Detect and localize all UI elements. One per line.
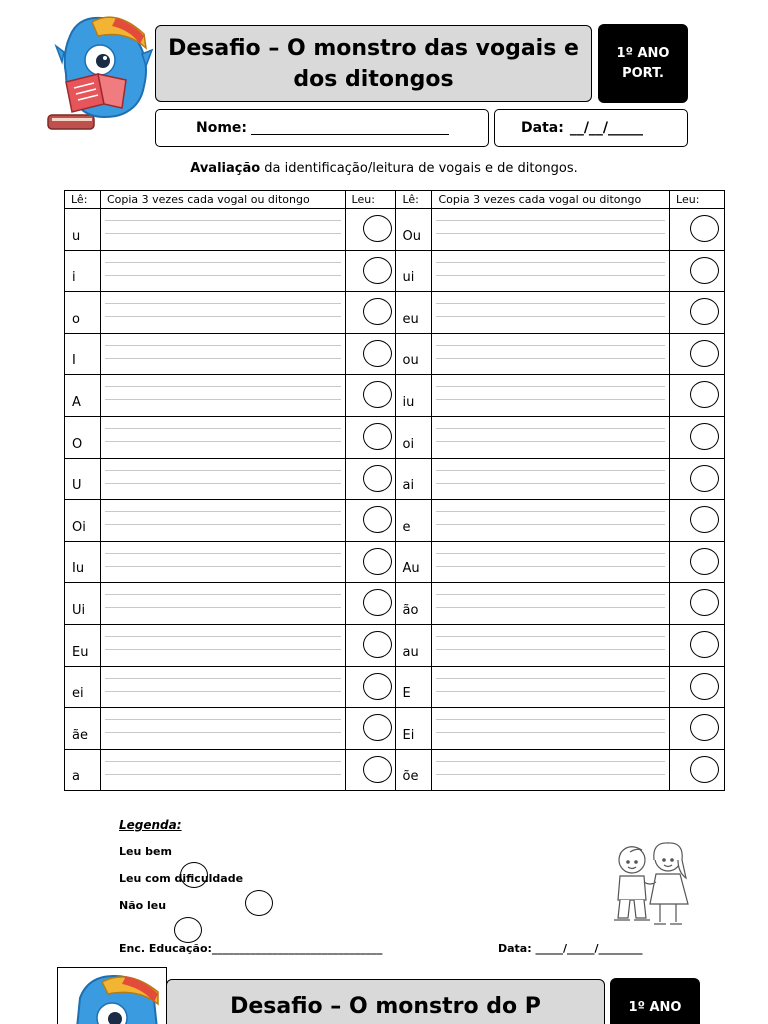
writing-guide-line xyxy=(105,524,341,525)
item-to-read: Eu xyxy=(65,624,101,666)
read-check-circle[interactable] xyxy=(363,506,392,533)
title-line-1: Desafio – O monstro das vogais e xyxy=(168,35,579,61)
next-grade-badge: 1º ANO xyxy=(610,978,700,1024)
copy-writing-lines[interactable] xyxy=(100,749,345,791)
read-check-cell xyxy=(670,209,725,251)
grade-label: 1º ANO xyxy=(616,45,670,61)
item-to-read: I xyxy=(65,333,101,375)
table-row xyxy=(65,292,725,334)
header-read: Lê: xyxy=(65,191,101,209)
writing-guide-line xyxy=(436,316,665,317)
writing-guide-line xyxy=(105,303,341,304)
name-label: Nome: xyxy=(196,120,248,136)
table-row xyxy=(65,209,725,251)
date-blanks[interactable]: __/__/_____ xyxy=(569,120,644,136)
writing-guide-line xyxy=(105,607,341,608)
read-check-circle[interactable] xyxy=(690,631,719,658)
read-check-cell xyxy=(345,500,396,542)
writing-guide-line xyxy=(436,428,665,429)
read-check-circle[interactable] xyxy=(690,506,719,533)
read-check-circle[interactable] xyxy=(690,714,719,741)
writing-guide-line xyxy=(105,428,341,429)
read-check-circle[interactable] xyxy=(690,589,719,616)
read-check-cell xyxy=(345,749,396,791)
read-check-cell xyxy=(670,500,725,542)
copy-writing-lines[interactable] xyxy=(432,708,670,750)
date-field[interactable] xyxy=(494,109,688,147)
monster-mascot-icon xyxy=(58,968,167,1024)
table-row xyxy=(65,749,725,791)
writing-guide-line xyxy=(105,220,341,221)
table-row xyxy=(65,375,725,417)
name-field[interactable] xyxy=(155,109,489,147)
read-check-cell xyxy=(670,541,725,583)
header-leu: Leu: xyxy=(670,191,725,209)
copy-writing-lines[interactable] xyxy=(432,375,670,417)
table-row xyxy=(65,624,725,666)
writing-guide-line xyxy=(436,441,665,442)
table-row xyxy=(65,583,725,625)
item-to-read: O xyxy=(65,416,101,458)
item-to-read: ai xyxy=(396,458,432,500)
read-check-circle[interactable] xyxy=(690,340,719,367)
read-check-circle[interactable] xyxy=(363,673,392,700)
table-row xyxy=(65,708,725,750)
header-leu: Leu: xyxy=(345,191,396,209)
writing-guide-line xyxy=(105,732,341,733)
item-to-read: õe xyxy=(396,749,432,791)
copy-writing-lines[interactable] xyxy=(100,209,345,251)
copy-writing-lines[interactable] xyxy=(432,624,670,666)
copy-writing-lines[interactable] xyxy=(432,500,670,542)
subtitle-rest: da identificação/leitura de vogais e de ditongos. xyxy=(260,161,578,176)
header-copy: Copia 3 vezes cada vogal ou ditongo xyxy=(432,191,670,209)
item-to-read: u xyxy=(65,209,101,251)
read-check-cell xyxy=(345,375,396,417)
writing-guide-line xyxy=(436,691,665,692)
item-to-read: o xyxy=(65,292,101,334)
item-to-read: E xyxy=(396,666,432,708)
writing-guide-line xyxy=(436,761,665,762)
writing-guide-line xyxy=(105,511,341,512)
read-check-cell xyxy=(670,749,725,791)
writing-guide-line xyxy=(436,511,665,512)
writing-guide-line xyxy=(105,470,341,471)
table-header-row xyxy=(65,191,725,209)
writing-guide-line xyxy=(105,774,341,775)
item-to-read: ou xyxy=(396,333,432,375)
table-row xyxy=(65,500,725,542)
read-check-cell xyxy=(345,333,396,375)
copy-writing-lines[interactable] xyxy=(432,458,670,500)
writing-guide-line xyxy=(436,358,665,359)
read-check-circle[interactable] xyxy=(363,340,392,367)
monster-mascot-illustration xyxy=(46,14,156,132)
read-check-cell xyxy=(670,416,725,458)
writing-guide-line xyxy=(436,220,665,221)
name-blank-line[interactable] xyxy=(251,121,449,135)
read-check-circle[interactable] xyxy=(363,423,392,450)
writing-guide-line xyxy=(105,262,341,263)
read-check-cell xyxy=(670,292,725,334)
legend-item-read-with-difficulty: Leu com dificuldade xyxy=(119,872,244,885)
writing-guide-line xyxy=(436,303,665,304)
read-check-circle[interactable] xyxy=(690,465,719,492)
item-to-read: A xyxy=(65,375,101,417)
date-label: Data: xyxy=(521,120,564,136)
read-check-circle[interactable] xyxy=(363,548,392,575)
copy-writing-lines[interactable] xyxy=(100,292,345,334)
subtitle-bold: Avaliação xyxy=(190,161,261,176)
legend-circle-read-well[interactable] xyxy=(180,862,208,888)
read-check-circle[interactable] xyxy=(363,756,392,783)
read-check-cell xyxy=(670,666,725,708)
item-to-read: Ou xyxy=(396,209,432,251)
signature-date-line[interactable]: Data: _____/_____/________ xyxy=(498,942,643,955)
guardian-signature-line[interactable]: Enc. Educação:_______________________________ xyxy=(119,942,383,955)
item-to-read: Oi xyxy=(65,500,101,542)
item-to-read: U xyxy=(65,458,101,500)
read-check-circle[interactable] xyxy=(363,714,392,741)
writing-guide-line xyxy=(105,441,341,442)
writing-guide-line xyxy=(105,566,341,567)
writing-guide-line xyxy=(436,678,665,679)
read-check-cell xyxy=(345,458,396,500)
writing-guide-line xyxy=(105,761,341,762)
copy-writing-lines[interactable] xyxy=(432,749,670,791)
item-to-read: Iu xyxy=(65,541,101,583)
writing-guide-line xyxy=(105,594,341,595)
writing-guide-line xyxy=(436,262,665,263)
read-check-cell xyxy=(345,708,396,750)
reading-assessment-table xyxy=(64,190,725,791)
writing-guide-line xyxy=(436,719,665,720)
writing-guide-line xyxy=(436,732,665,733)
read-check-circle[interactable] xyxy=(363,215,392,242)
copy-writing-lines[interactable] xyxy=(100,458,345,500)
writing-guide-line xyxy=(436,470,665,471)
item-to-read: eu xyxy=(396,292,432,334)
writing-guide-line xyxy=(436,594,665,595)
item-to-read: ãe xyxy=(65,708,101,750)
item-to-read: i xyxy=(65,250,101,292)
read-check-circle[interactable] xyxy=(363,589,392,616)
writing-guide-line xyxy=(436,636,665,637)
copy-writing-lines[interactable] xyxy=(432,583,670,625)
writing-guide-line xyxy=(105,316,341,317)
writing-guide-line xyxy=(105,678,341,679)
item-to-read: ão xyxy=(396,583,432,625)
copy-writing-lines[interactable] xyxy=(100,500,345,542)
copy-writing-lines[interactable] xyxy=(100,541,345,583)
item-to-read: iu xyxy=(396,375,432,417)
table-row xyxy=(65,416,725,458)
table-row xyxy=(65,666,725,708)
writing-guide-line xyxy=(436,774,665,775)
copy-writing-lines[interactable] xyxy=(432,209,670,251)
worksheet-title xyxy=(155,25,592,102)
read-check-cell xyxy=(345,209,396,251)
copy-writing-lines[interactable] xyxy=(100,666,345,708)
next-worksheet-title: Desafio – O monstro do P xyxy=(166,979,605,1024)
item-to-read: Au xyxy=(396,541,432,583)
copy-writing-lines[interactable] xyxy=(100,416,345,458)
legend-item-read-well: Leu bem xyxy=(119,845,172,858)
read-check-cell xyxy=(345,416,396,458)
copy-writing-lines[interactable] xyxy=(432,292,670,334)
item-to-read: au xyxy=(396,624,432,666)
item-to-read: a xyxy=(65,749,101,791)
read-check-circle[interactable] xyxy=(363,465,392,492)
copy-writing-lines[interactable] xyxy=(100,624,345,666)
grade-badge xyxy=(598,24,688,103)
table-row xyxy=(65,458,725,500)
read-check-cell xyxy=(670,375,725,417)
copy-writing-lines[interactable] xyxy=(432,541,670,583)
legend-circle-read-with-difficulty[interactable] xyxy=(245,890,273,916)
read-check-circle[interactable] xyxy=(690,423,719,450)
writing-guide-line xyxy=(105,275,341,276)
writing-guide-line xyxy=(105,649,341,650)
writing-guide-line xyxy=(436,553,665,554)
header-read: Lê: xyxy=(396,191,432,209)
header-copy: Copia 3 vezes cada vogal ou ditongo xyxy=(100,191,345,209)
writing-guide-line xyxy=(436,275,665,276)
read-check-circle[interactable] xyxy=(690,257,719,284)
read-check-cell xyxy=(670,250,725,292)
read-check-circle[interactable] xyxy=(690,673,719,700)
writing-guide-line xyxy=(105,386,341,387)
read-check-cell xyxy=(670,624,725,666)
read-check-circle[interactable] xyxy=(690,548,719,575)
read-check-cell xyxy=(345,250,396,292)
item-to-read: ui xyxy=(396,250,432,292)
read-check-cell xyxy=(345,292,396,334)
copy-writing-lines[interactable] xyxy=(100,583,345,625)
read-check-circle[interactable] xyxy=(363,631,392,658)
writing-guide-line xyxy=(105,358,341,359)
read-check-circle[interactable] xyxy=(363,298,392,325)
read-check-circle[interactable] xyxy=(690,298,719,325)
read-check-cell xyxy=(345,666,396,708)
title-line-2: dos ditongos xyxy=(293,66,454,92)
copy-writing-lines[interactable] xyxy=(100,250,345,292)
table-row xyxy=(65,541,725,583)
copy-writing-lines[interactable] xyxy=(100,333,345,375)
writing-guide-line xyxy=(105,719,341,720)
writing-guide-line xyxy=(436,483,665,484)
table-row xyxy=(65,250,725,292)
writing-guide-line xyxy=(105,553,341,554)
read-check-cell xyxy=(670,708,725,750)
read-check-circle[interactable] xyxy=(690,381,719,408)
table-row xyxy=(65,333,725,375)
writing-guide-line xyxy=(105,483,341,484)
read-check-cell xyxy=(670,583,725,625)
writing-guide-line xyxy=(436,524,665,525)
children-illustration xyxy=(606,838,698,930)
read-check-cell xyxy=(670,458,725,500)
item-to-read: ei xyxy=(65,666,101,708)
copy-writing-lines[interactable] xyxy=(100,708,345,750)
read-check-circle[interactable] xyxy=(363,257,392,284)
writing-guide-line xyxy=(436,386,665,387)
read-check-cell xyxy=(345,624,396,666)
read-check-circle[interactable] xyxy=(363,381,392,408)
writing-guide-line xyxy=(105,691,341,692)
read-check-cell xyxy=(345,583,396,625)
writing-guide-line xyxy=(436,649,665,650)
read-check-cell xyxy=(345,541,396,583)
item-to-read: oi xyxy=(396,416,432,458)
copy-writing-lines[interactable] xyxy=(100,375,345,417)
writing-guide-line xyxy=(105,233,341,234)
legend-circle-did-not-read[interactable] xyxy=(174,917,202,943)
next-page-mascot-frame xyxy=(57,967,167,1024)
legend-item-did-not-read: Não leu xyxy=(119,899,167,912)
writing-guide-line xyxy=(436,607,665,608)
legend-title: Legenda: xyxy=(119,818,182,832)
read-check-circle[interactable] xyxy=(690,756,719,783)
writing-guide-line xyxy=(436,566,665,567)
read-check-circle[interactable] xyxy=(690,215,719,242)
writing-guide-line xyxy=(105,345,341,346)
item-to-read: e xyxy=(396,500,432,542)
subject-label: PORT. xyxy=(622,65,664,81)
assessment-subtitle xyxy=(0,161,768,176)
writing-guide-line xyxy=(436,345,665,346)
copy-writing-lines[interactable] xyxy=(432,333,670,375)
writing-guide-line xyxy=(105,636,341,637)
writing-guide-line xyxy=(436,399,665,400)
copy-writing-lines[interactable] xyxy=(432,250,670,292)
item-to-read: Ui xyxy=(65,583,101,625)
read-check-cell xyxy=(670,333,725,375)
writing-guide-line xyxy=(436,233,665,234)
writing-guide-line xyxy=(105,399,341,400)
copy-writing-lines[interactable] xyxy=(432,666,670,708)
item-to-read: Ei xyxy=(396,708,432,750)
copy-writing-lines[interactable] xyxy=(432,416,670,458)
